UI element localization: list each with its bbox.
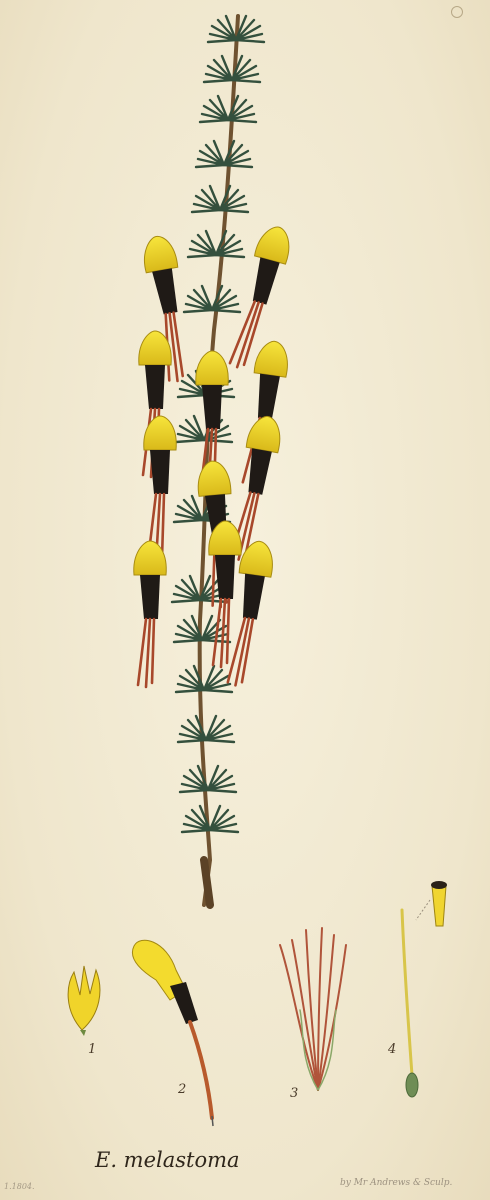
engraver-imprint: by Mr Andrews & Sculp.	[340, 1178, 453, 1188]
publication-date: 1.1804.	[4, 1182, 35, 1191]
figure-label-1: 1	[88, 1042, 97, 1057]
calyx-icon	[68, 966, 100, 1036]
stamens-icon	[280, 928, 346, 1090]
plate-caption: E. melastoma	[95, 1148, 240, 1172]
flowers	[134, 223, 295, 688]
figure-label-3: 3	[290, 1086, 299, 1101]
figure-label-2: 2	[178, 1082, 187, 1097]
figure-label-4: 4	[388, 1042, 397, 1057]
single-flower-icon	[132, 940, 213, 1126]
pistil-icon	[402, 881, 447, 1097]
